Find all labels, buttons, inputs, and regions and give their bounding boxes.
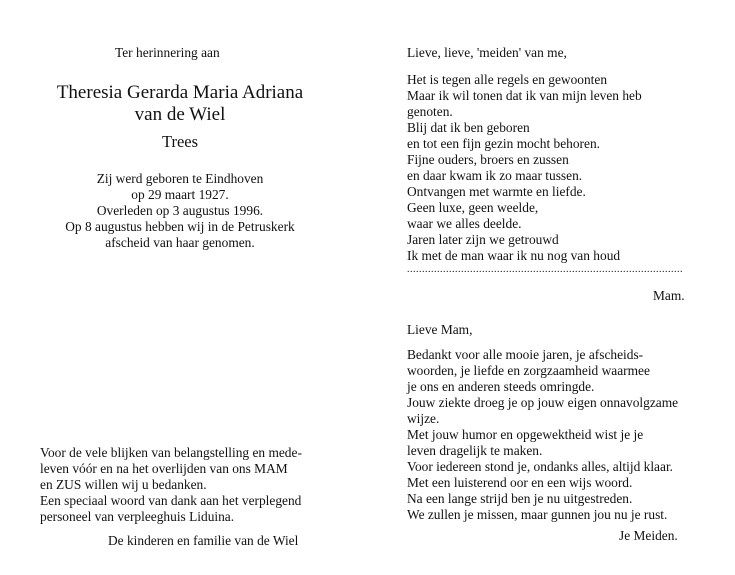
bio-line: Overleden op 3 augustus 1996. — [96, 203, 264, 218]
poem-line: genoten. — [407, 104, 453, 119]
bio-line: Op 8 augustus hebben wij in de Petruskerk — [65, 219, 295, 234]
thanks-line: Een speciaal woord van dank aan het verplegend — [40, 493, 302, 508]
letter-line: wijze. — [407, 411, 440, 426]
letter-line: je ons en anderen steeds omringde. — [407, 379, 595, 394]
poem-line: Het is tegen alle regels en gewoonten — [407, 72, 608, 87]
poem-line: Ontvangen met warmte en liefde. — [407, 184, 586, 199]
thanks-line: personeel van verpleeghuis Liduina. — [40, 509, 235, 524]
bio-line: afscheid van haar genomen. — [105, 235, 255, 250]
thanks-line: leven vóór en na het overlijden van ons MAM — [40, 461, 288, 476]
bio-line: Zij werd geboren te Eindhoven — [96, 171, 264, 186]
family-signature: De kinderen en familie van de Wiel — [108, 533, 299, 548]
letter-line: Jouw ziekte droeg je op jouw eigen onnavolgzame — [407, 395, 679, 410]
letter-line: Na een lange strijd ben je nu uitgestreden. — [407, 491, 633, 506]
letter-greeting: Lieve Mam, — [407, 322, 473, 337]
deceased-surname: van de Wiel — [134, 104, 226, 125]
letter-line: leven dragelijk te maken. — [407, 443, 543, 458]
deceased-full-name: Theresia Gerarda Maria Adriana — [56, 82, 304, 103]
in-memory-heading: Ter herinnering aan — [115, 45, 220, 60]
letter-line: We zullen je missen, maar gunnen jou nu je rust. — [407, 507, 668, 522]
letter-line: Met een luisterend oor en een wijs woord. — [407, 475, 633, 490]
poem-line: waar we alles deelde. — [407, 216, 522, 231]
letter-line: Bedankt voor alle mooie jaren, je afscheids- — [407, 347, 644, 362]
poem-greeting: Lieve, lieve, 'meiden' van me, — [407, 45, 567, 60]
letter-line: Met jouw humor en opgewektheid wist je je — [407, 427, 644, 442]
poem-line: en tot een fijn gezin mocht behoren. — [407, 136, 600, 151]
thanks-line: en ZUS willen wij u bedanken. — [40, 477, 207, 492]
poem-line: Geen luxe, geen weelde, — [407, 200, 539, 215]
letter-line: woorden, je liefde en zorgzaamheid waarmee — [407, 363, 650, 378]
poem-line: Fijne ouders, broers en zussen — [407, 152, 569, 167]
poem-line: Jaren later zijn we getrouwd — [407, 232, 559, 247]
bio-line: op 29 maart 1927. — [131, 187, 229, 202]
poem-line: en daar kwam ik zo maar tussen. — [407, 168, 583, 183]
dotted-divider: ............................................................................................ — [407, 264, 683, 275]
poem-line: Blij dat ik ben geboren — [407, 120, 530, 135]
letter-signature: Je Meiden. — [619, 528, 678, 543]
letter-line: Voor iedereen stond je, ondanks alles, altijd klaar. — [407, 459, 674, 474]
deceased-nickname: Trees — [161, 132, 199, 151]
poem-line: Maar ik wil tonen dat ik van mijn leven heb — [407, 88, 642, 103]
poem-line: Ik met de man waar ik nu nog van houd — [407, 248, 621, 263]
poem-signature: Mam. — [653, 288, 685, 303]
thanks-line: Voor de vele blijken van belangstelling en mede- — [40, 445, 302, 460]
